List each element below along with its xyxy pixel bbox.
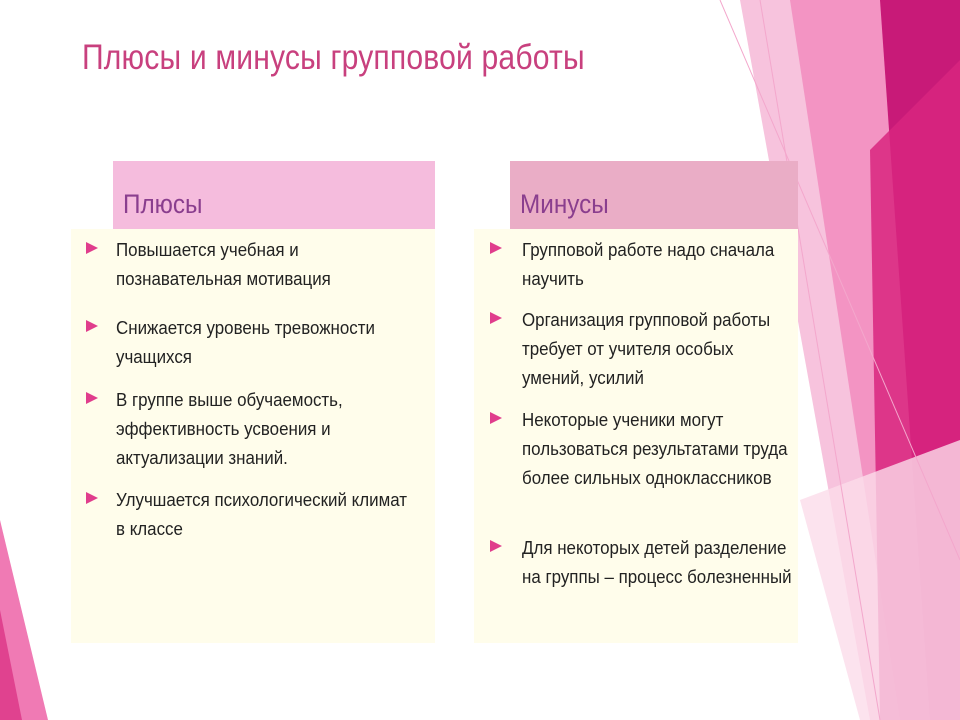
bullet-triangle-icon xyxy=(490,540,502,552)
list-item-text: Для некоторых детей разделение на группы – процесс болезненный xyxy=(522,538,792,587)
list-item-text: В группе выше обучаемость, эффективность усвоения и актуализации знаний. xyxy=(116,390,343,468)
list-item-text: Снижается уровень тревожности учащихся xyxy=(116,318,375,367)
list-item xyxy=(71,486,436,544)
slide-title: Плюсы и минусы групповой работы xyxy=(82,38,585,77)
list-item xyxy=(71,314,436,372)
pros-heading xyxy=(113,161,435,229)
bullet-triangle-icon xyxy=(490,412,502,424)
list-item-text: Улучшается психологический климат в классе xyxy=(116,490,407,539)
bullet-triangle-icon xyxy=(490,242,502,254)
list-item xyxy=(474,306,812,393)
bullet-triangle-icon xyxy=(86,242,98,254)
list-item-text: Повышается учебная и познавательная мотивация xyxy=(116,240,331,289)
list-item-text: Групповой работе надо сначала научить xyxy=(522,240,775,289)
list-item xyxy=(474,534,812,592)
list-item xyxy=(71,386,436,473)
list-item xyxy=(474,236,812,294)
pros-heading-label: Плюсы xyxy=(123,189,203,219)
bullet-triangle-icon xyxy=(86,392,98,404)
list-item-text: Некоторые ученики могут пользоваться результатами труда более сильных одноклассников xyxy=(522,410,788,488)
list-item xyxy=(474,406,812,493)
bullet-triangle-icon xyxy=(86,320,98,332)
deco-panel-pale xyxy=(800,440,960,720)
bullet-triangle-icon xyxy=(86,492,98,504)
cons-heading-label: Минусы xyxy=(520,189,609,219)
cons-heading xyxy=(510,161,798,229)
cons-content xyxy=(474,229,798,643)
list-item-text: Организация групповой работы требует от учителя особых умений, усилий xyxy=(522,310,771,388)
pros-content xyxy=(71,229,435,643)
list-item xyxy=(71,236,436,294)
bullet-triangle-icon xyxy=(490,312,502,324)
